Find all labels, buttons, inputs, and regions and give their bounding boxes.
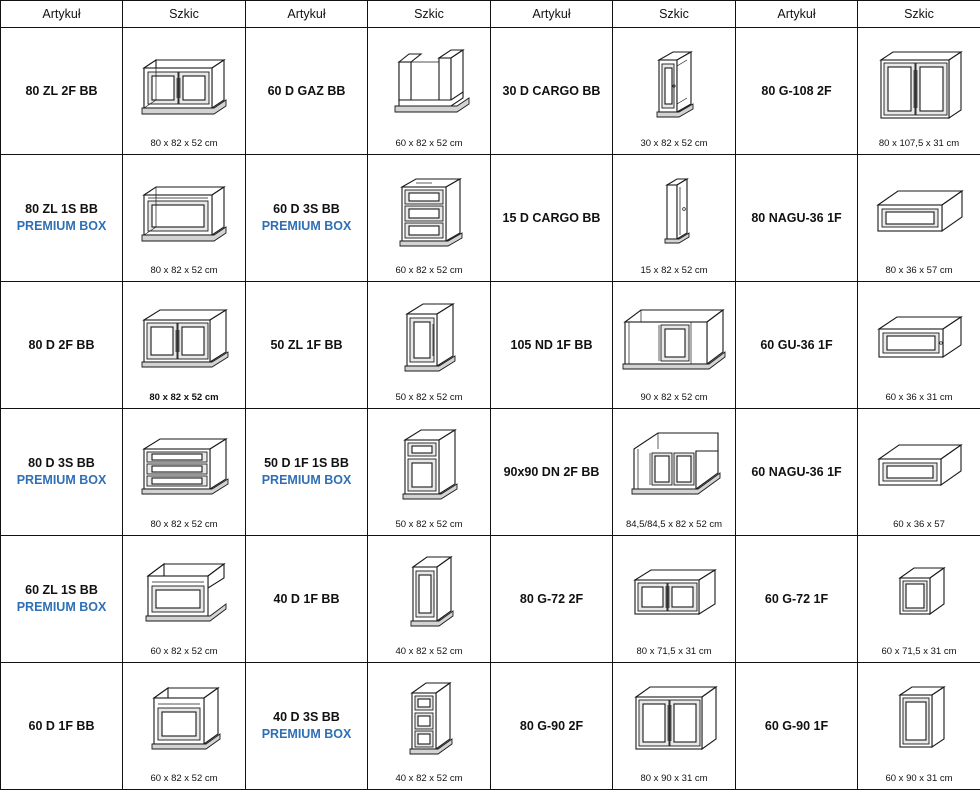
dimension-label: 30 x 82 x 52 cm bbox=[640, 138, 708, 149]
table-row bbox=[1, 409, 980, 536]
sketch-cell bbox=[613, 536, 736, 663]
cabinet-sketch-icon bbox=[613, 161, 735, 265]
dimension-label: 80 x 82 x 52 cm bbox=[150, 519, 218, 530]
dimension-label: 90 x 82 x 52 cm bbox=[640, 392, 708, 403]
article-cell bbox=[246, 282, 368, 409]
cabinet-sketch-icon bbox=[613, 542, 735, 646]
cabinet-sketch-icon bbox=[613, 669, 735, 773]
dimension-label: 15 x 82 x 52 cm bbox=[640, 265, 708, 276]
sketch-cell bbox=[613, 409, 736, 536]
table-row bbox=[1, 28, 980, 155]
article-code: 30 D CARGO BB bbox=[502, 83, 601, 98]
dimension-label: 40 x 82 x 52 cm bbox=[395, 646, 463, 657]
sketch-cell bbox=[123, 536, 246, 663]
article-code: 50 D 1F 1S BB bbox=[264, 456, 349, 471]
article-code: 15 D CARGO BB bbox=[502, 210, 601, 225]
column-header-szkic-3: Szkic bbox=[613, 1, 736, 28]
sketch-cell bbox=[858, 28, 980, 155]
article-cell bbox=[736, 282, 858, 409]
cabinet-sketch-icon bbox=[368, 669, 490, 773]
article-cell bbox=[1, 409, 123, 536]
sketch-cell bbox=[368, 28, 491, 155]
table-header bbox=[1, 1, 980, 28]
article-code: 80 D 3S BB bbox=[28, 456, 95, 471]
article-code: 60 G-90 1F bbox=[764, 718, 829, 733]
premium-badge: PREMIUM BOX bbox=[261, 219, 352, 233]
article-code: 60 ZL 1S BB bbox=[25, 583, 98, 598]
premium-badge: PREMIUM BOX bbox=[261, 473, 352, 487]
cabinet-sketch-icon bbox=[858, 669, 980, 773]
dimension-label: 80 x 71,5 x 31 cm bbox=[636, 646, 712, 657]
article-cell bbox=[736, 155, 858, 282]
dimension-label: 60 x 71,5 x 31 cm bbox=[881, 646, 957, 657]
article-cell bbox=[736, 28, 858, 155]
cabinet-sketch-icon bbox=[613, 288, 735, 392]
table-row bbox=[1, 663, 980, 790]
sketch-cell bbox=[368, 409, 491, 536]
article-cell bbox=[491, 282, 613, 409]
article-cell bbox=[736, 663, 858, 790]
sketch-cell bbox=[368, 663, 491, 790]
article-code: 80 NAGU-36 1F bbox=[751, 210, 842, 225]
column-header-szkic-1: Szkic bbox=[123, 1, 246, 28]
article-code: 40 D 1F BB bbox=[273, 591, 340, 606]
cabinet-sketch-icon bbox=[123, 415, 245, 519]
article-cell bbox=[491, 663, 613, 790]
article-cell bbox=[246, 28, 368, 155]
sketch-cell bbox=[858, 155, 980, 282]
sketch-cell bbox=[123, 155, 246, 282]
cabinet-sketch-icon bbox=[613, 34, 735, 138]
dimension-label: 60 x 82 x 52 cm bbox=[150, 646, 218, 657]
cabinet-sketch-icon bbox=[858, 542, 980, 646]
sketch-cell bbox=[613, 155, 736, 282]
article-cell bbox=[491, 409, 613, 536]
cabinet-sketch-icon bbox=[858, 34, 980, 138]
article-cell bbox=[1, 28, 123, 155]
cabinet-sketch-icon bbox=[858, 288, 980, 392]
article-code: 60 D 1F BB bbox=[28, 718, 95, 733]
premium-badge: PREMIUM BOX bbox=[16, 219, 107, 233]
sketch-cell bbox=[858, 409, 980, 536]
article-code: 60 D GAZ BB bbox=[267, 83, 346, 98]
premium-badge: PREMIUM BOX bbox=[16, 473, 107, 487]
dimension-label: 60 x 36 x 31 cm bbox=[885, 392, 953, 403]
cabinet-sketch-icon bbox=[858, 415, 980, 519]
dimension-label: 80 x 36 x 57 cm bbox=[885, 265, 953, 276]
cabinet-sketch-icon bbox=[368, 415, 490, 519]
premium-badge: PREMIUM BOX bbox=[261, 727, 352, 741]
article-cell bbox=[246, 155, 368, 282]
cabinet-sketch-icon bbox=[613, 415, 735, 519]
cabinet-sketch-icon bbox=[368, 34, 490, 138]
article-cell bbox=[491, 155, 613, 282]
article-code: 80 G-72 2F bbox=[519, 591, 584, 606]
cabinet-sketch-icon bbox=[123, 34, 245, 138]
header-row bbox=[1, 1, 980, 28]
dimension-label: 60 x 82 x 52 cm bbox=[395, 265, 463, 276]
cabinet-sketch-icon bbox=[368, 288, 490, 392]
table-row bbox=[1, 155, 980, 282]
article-code: 60 GU-36 1F bbox=[760, 337, 833, 352]
article-code: 60 NAGU-36 1F bbox=[751, 464, 842, 479]
sketch-cell bbox=[123, 28, 246, 155]
dimension-label: 84,5/84,5 x 82 x 52 cm bbox=[625, 519, 723, 530]
premium-badge: PREMIUM BOX bbox=[16, 600, 107, 614]
article-cell bbox=[736, 409, 858, 536]
dimension-label: 60 x 82 x 52 cm bbox=[150, 773, 218, 784]
cabinet-sketch-icon bbox=[368, 542, 490, 646]
dimension-label: 50 x 82 x 52 cm bbox=[395, 392, 463, 403]
article-code: 80 ZL 1S BB bbox=[25, 202, 98, 217]
article-code: 60 G-72 1F bbox=[764, 591, 829, 606]
sketch-cell bbox=[123, 282, 246, 409]
sketch-cell bbox=[858, 536, 980, 663]
column-header-artykul-3: Artykuł bbox=[491, 1, 613, 28]
table-body bbox=[1, 28, 980, 790]
sketch-cell bbox=[858, 663, 980, 790]
article-cell bbox=[1, 536, 123, 663]
sketch-cell bbox=[613, 663, 736, 790]
dimension-label: 60 x 90 x 31 cm bbox=[885, 773, 953, 784]
article-code: 80 ZL 2F BB bbox=[25, 83, 98, 98]
article-cell bbox=[1, 155, 123, 282]
article-code: 40 D 3S BB bbox=[273, 710, 340, 725]
table-row bbox=[1, 282, 980, 409]
article-code: 50 ZL 1F BB bbox=[270, 337, 343, 352]
column-header-szkic-2: Szkic bbox=[368, 1, 491, 28]
article-code: 80 G-90 2F bbox=[519, 718, 584, 733]
cabinet-sketch-icon bbox=[123, 288, 245, 392]
column-header-artykul-1: Artykuł bbox=[1, 1, 123, 28]
sketch-cell bbox=[123, 409, 246, 536]
sketch-cell bbox=[368, 155, 491, 282]
article-code: 105 ND 1F BB bbox=[510, 337, 593, 352]
cabinet-sketch-icon bbox=[123, 669, 245, 773]
column-header-szkic-4: Szkic bbox=[858, 1, 980, 28]
dimension-label: 80 x 107,5 x 31 cm bbox=[878, 138, 960, 149]
article-code: 60 D 3S BB bbox=[273, 202, 340, 217]
article-cell bbox=[491, 28, 613, 155]
article-cell bbox=[491, 536, 613, 663]
cabinet-sketch-icon bbox=[123, 542, 245, 646]
dimension-label: 40 x 82 x 52 cm bbox=[395, 773, 463, 784]
sketch-cell bbox=[613, 28, 736, 155]
dimension-label: 80 x 82 x 52 cm bbox=[150, 138, 218, 149]
sketch-cell bbox=[613, 282, 736, 409]
cabinet-sketch-icon bbox=[368, 161, 490, 265]
dimension-label: 80 x 90 x 31 cm bbox=[640, 773, 708, 784]
cabinet-sketch-icon bbox=[858, 161, 980, 265]
dimension-label: 80 x 82 x 52 cm bbox=[149, 392, 219, 403]
article-cell bbox=[736, 536, 858, 663]
article-code: 80 D 2F BB bbox=[28, 337, 95, 352]
article-cell bbox=[1, 282, 123, 409]
article-cell bbox=[246, 663, 368, 790]
dimension-label: 60 x 82 x 52 cm bbox=[395, 138, 463, 149]
column-header-artykul-2: Artykuł bbox=[246, 1, 368, 28]
cabinet-sketch-icon bbox=[123, 161, 245, 265]
sketch-cell bbox=[123, 663, 246, 790]
dimension-label: 60 x 36 x 57 bbox=[893, 519, 945, 530]
dimension-label: 50 x 82 x 52 cm bbox=[395, 519, 463, 530]
sketch-cell bbox=[858, 282, 980, 409]
sketch-cell bbox=[368, 282, 491, 409]
article-cell bbox=[246, 409, 368, 536]
table-row bbox=[1, 536, 980, 663]
dimension-label: 80 x 82 x 52 cm bbox=[150, 265, 218, 276]
article-cell bbox=[1, 663, 123, 790]
sketch-cell bbox=[368, 536, 491, 663]
article-cell bbox=[246, 536, 368, 663]
article-code: 80 G-108 2F bbox=[761, 83, 832, 98]
column-header-artykul-4: Artykuł bbox=[736, 1, 858, 28]
article-code: 90x90 DN 2F BB bbox=[503, 464, 600, 479]
